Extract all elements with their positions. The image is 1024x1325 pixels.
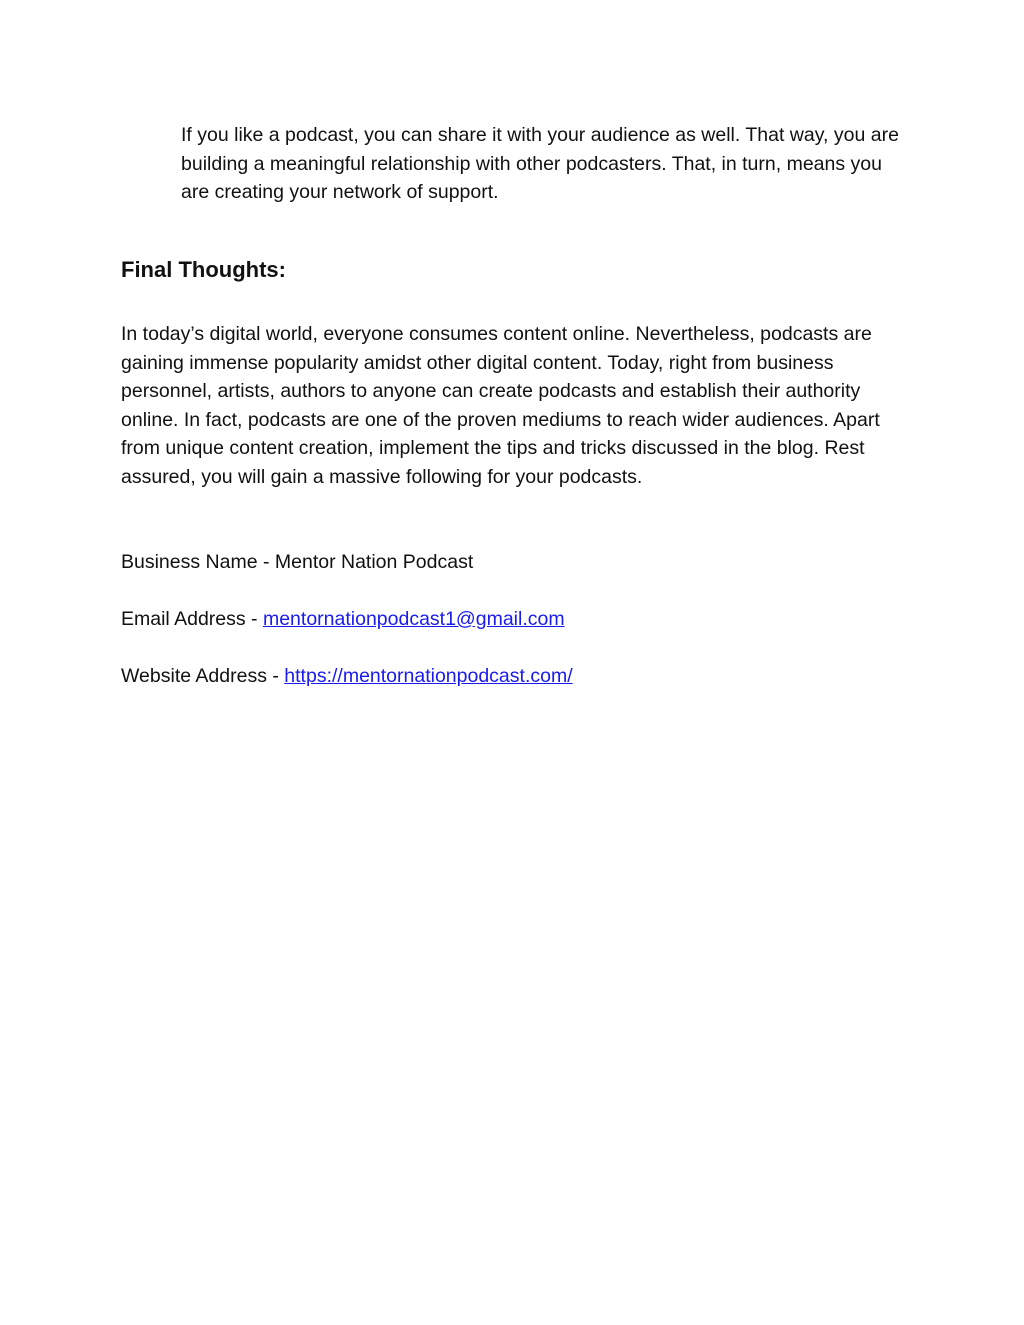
website-link[interactable]: https://mentornationpodcast.com/ — [284, 665, 573, 687]
section-heading: Final Thoughts: — [121, 257, 286, 282]
intro-paragraph: If you like a podcast, you can share it with your audience as well. That way, you are building a meaningful relationship with other podcasters. That, in turn, means you are creating your network of support. — [181, 124, 899, 204]
email-link[interactable]: mentornationpodcast1@gmail.com — [262, 608, 565, 630]
body-paragraph: In today’s digital world, everyone consumes content online. Nevertheless, podcasts are gaining immense popularity amidst other digital content. Today, right from business personnel, artists, authors to anyone can create podcasts and establish their authority online. In fact, podcasts are one of the proven mediums to reach wider audiences. Apart from unique content creation, implement the tips and tricks discussed in the blog. Rest assured, you will gain a massive following for your podcasts. — [121, 323, 880, 488]
website-address-line — [121, 662, 573, 691]
website-label: Website Address - — [121, 665, 285, 687]
business-name-line: Business Name - Mentor Nation Podcast — [121, 551, 474, 573]
email-address-line — [121, 605, 565, 634]
email-label: Email Address - — [121, 608, 263, 630]
